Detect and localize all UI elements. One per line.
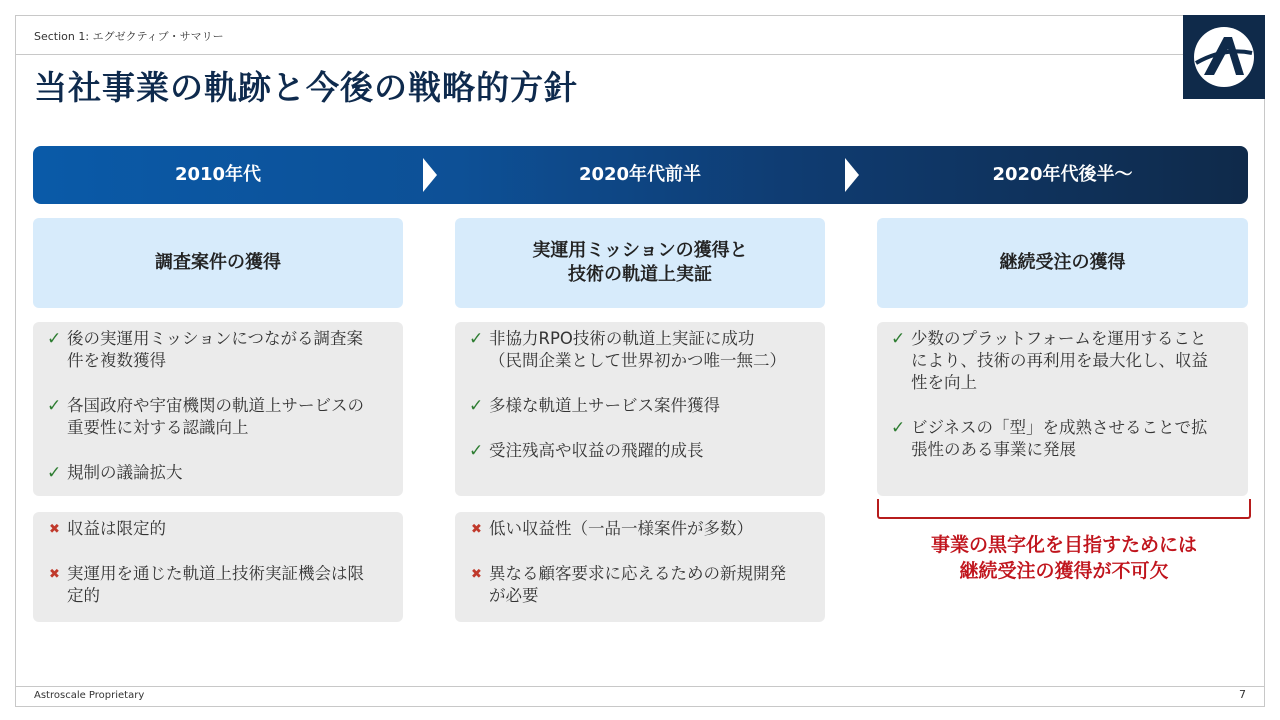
goal-box-1 [33, 218, 403, 308]
check-icon: ✓ [47, 463, 62, 483]
item-line: 非協力RPO技術の軌道上実証に成功 [489, 329, 755, 348]
conclusion-bracket [877, 499, 1251, 519]
goal-line: 実運用ミッションの獲得と [532, 239, 748, 261]
cross-icon: ✖ [49, 567, 60, 582]
positives-box-1 [33, 322, 403, 496]
check-icon: ✓ [891, 418, 906, 438]
item-line: ビジネスの「型」を成熟させることで拡 [911, 418, 1208, 437]
item-line: 定的 [67, 586, 100, 605]
list-item [469, 563, 813, 607]
list-item [47, 518, 391, 540]
positives-box-3 [877, 322, 1248, 496]
goal-line: 調査案件の獲得 [155, 251, 281, 273]
list-item [469, 518, 813, 540]
list-item [891, 328, 1236, 394]
list-item [891, 417, 1236, 461]
item-line: （民間企業として世界初かつ唯一無二） [489, 351, 786, 370]
list-item [469, 328, 813, 372]
list-item [469, 440, 813, 462]
timeline-bar [33, 146, 1248, 204]
section-label: Section 1: エグゼクティブ・サマリー [34, 30, 224, 43]
negatives-box-1 [33, 512, 403, 622]
footer-divider [15, 686, 1265, 687]
page-title: 当社事業の軌跡と今後の戦略的方針 [34, 68, 578, 107]
item-line: 後の実運用ミッションにつながる調査案 [67, 329, 364, 348]
item-line: により、技術の再利用を最大化し、収益 [911, 351, 1208, 370]
phase-label-1: 2010年代 [174, 164, 262, 185]
list-item [469, 395, 813, 417]
positives-box-2 [455, 322, 825, 496]
conclusion-text [877, 532, 1251, 584]
item-line: 重要性に対する認識向上 [67, 418, 249, 437]
item-line: が必要 [489, 586, 539, 605]
list-item [47, 563, 391, 607]
phase-label-2: 2020年代前半 [578, 164, 702, 185]
item-line: 異なる顧客要求に応えるための新規開発 [489, 564, 786, 583]
item-line: 少数のプラットフォームを運用すること [911, 329, 1207, 348]
logo-mark-icon [1190, 23, 1258, 91]
cross-icon: ✖ [49, 522, 60, 537]
header-divider [15, 54, 1183, 55]
item-line: 件を複数獲得 [67, 351, 166, 370]
check-icon: ✓ [47, 329, 62, 349]
astroscale-logo-icon [1183, 15, 1265, 99]
page-number: 7 [1239, 688, 1246, 701]
item-line: 張性のある事業に発展 [911, 440, 1076, 459]
item-line: 性を向上 [911, 373, 977, 392]
item-line: 多様な軌道上サービス案件獲得 [489, 396, 720, 415]
cross-icon: ✖ [471, 522, 482, 537]
conclusion-line: 事業の黒字化を目指すためには [930, 534, 1197, 556]
item-line: 各国政府や宇宙機関の軌道上サービスの [67, 396, 364, 415]
check-icon: ✓ [47, 396, 62, 416]
list-item [47, 328, 391, 372]
check-icon: ✓ [891, 329, 906, 349]
phase-label-3: 2020年代後半〜 [992, 164, 1133, 185]
list-item [47, 462, 391, 484]
goal-line: 継続受注の獲得 [999, 251, 1126, 273]
check-icon: ✓ [469, 329, 484, 349]
chevron-right-icon [845, 158, 859, 192]
goal-line: 技術の軌道上実証 [568, 264, 712, 285]
goal-box-3 [877, 218, 1248, 308]
list-item [47, 395, 391, 439]
item-line: 実運用を通じた軌道上技術実証機会は限 [67, 564, 364, 583]
cross-icon: ✖ [471, 567, 482, 582]
check-icon: ✓ [469, 441, 484, 461]
goal-box-2 [455, 218, 825, 308]
negatives-box-2 [455, 512, 825, 622]
chevron-right-icon [423, 158, 437, 192]
item-line: 収益は限定的 [67, 519, 166, 538]
item-line: 低い収益性（一品一様案件が多数） [489, 519, 753, 538]
item-line: 規制の議論拡大 [67, 463, 183, 482]
conclusion-line: 継続受注の獲得が不可欠 [959, 560, 1169, 582]
item-line: 受注残高や収益の飛躍的成長 [489, 441, 704, 460]
footer-label: Astroscale Proprietary [34, 690, 145, 701]
check-icon: ✓ [469, 396, 484, 416]
